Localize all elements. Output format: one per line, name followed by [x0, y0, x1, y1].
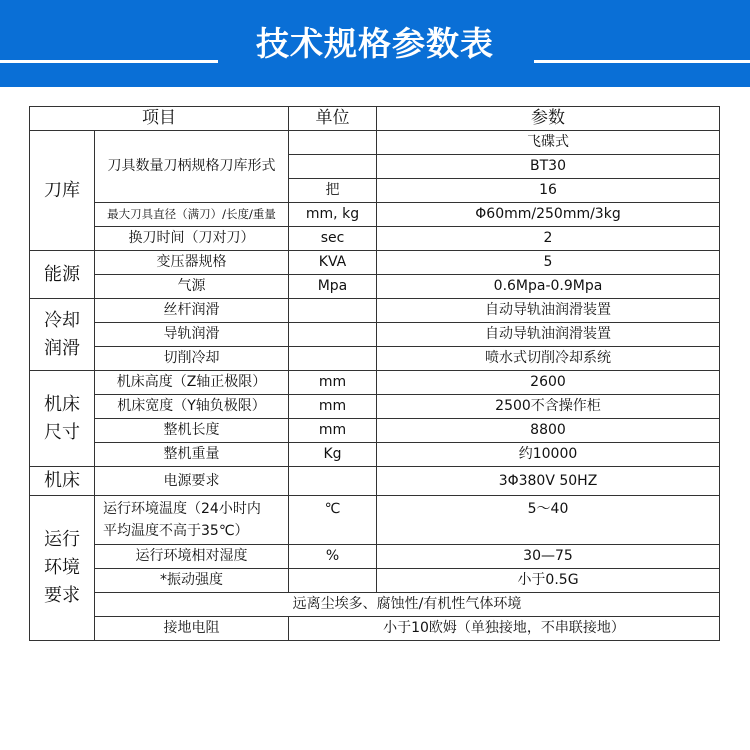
header-unit: 单位	[289, 107, 377, 131]
item-cell: 气源	[95, 275, 289, 299]
unit-cell: sec	[289, 227, 377, 251]
table-header-row	[30, 107, 720, 131]
item-cell: 变压器规格	[95, 251, 289, 275]
table-row	[30, 443, 720, 467]
value-cell: 5	[377, 251, 720, 275]
unit-cell	[289, 155, 377, 179]
table-row	[30, 371, 720, 395]
unit-cell	[289, 131, 377, 155]
item-cell: 刀具数量刀柄规格刀库形式	[95, 131, 289, 203]
category-cooling	[30, 299, 95, 371]
unit-cell: KVA	[289, 251, 377, 275]
value-cell: 0.6Mpa-0.9Mpa	[377, 275, 720, 299]
item-cell: 导轨润滑	[95, 323, 289, 347]
unit-cell: Mpa	[289, 275, 377, 299]
value-cell: Φ60mm/250mm/3kg	[377, 203, 720, 227]
value-cell: 自动导轨油润滑装置	[377, 299, 720, 323]
item-cell: 最大刀具直径（满刀）/长度/重量	[95, 203, 289, 227]
unit-cell: 把	[289, 179, 377, 203]
table-row	[30, 203, 720, 227]
unit-cell: mm	[289, 395, 377, 419]
header-item: 项目	[30, 107, 289, 131]
item-cell-temperature	[95, 496, 289, 545]
category-environment-line3: 要求	[44, 585, 80, 606]
unit-cell	[289, 467, 377, 496]
unit-cell	[289, 347, 377, 371]
item-cell: *振动强度	[95, 569, 289, 593]
value-cell: BT30	[377, 155, 720, 179]
value-cell: 喷水式切削冷却系统	[377, 347, 720, 371]
unit-cell: mm, kg	[289, 203, 377, 227]
page-title: 技术规格参数表	[256, 24, 494, 63]
unit-cell	[289, 323, 377, 347]
unit-cell	[289, 299, 377, 323]
table-row	[30, 545, 720, 569]
item-cell: 运行环境相对湿度	[95, 545, 289, 569]
table-row	[30, 467, 720, 496]
unit-cell: Kg	[289, 443, 377, 467]
table-row	[30, 299, 720, 323]
value-cell: 小于10欧姆（单独接地，不串联接地）	[289, 617, 720, 641]
header-value: 参数	[377, 107, 720, 131]
category-dimensions-line1: 机床	[44, 393, 80, 415]
table-row	[30, 593, 720, 617]
category-environment-line1: 运行	[44, 529, 80, 550]
category-environment	[30, 496, 95, 641]
unit-cell: ℃	[289, 496, 377, 545]
table-row	[30, 131, 720, 155]
value-cell: 3Φ380V 50HZ	[377, 467, 720, 496]
category-machine: 机床	[30, 467, 95, 496]
item-cell: 整机重量	[95, 443, 289, 467]
table-row	[30, 419, 720, 443]
table-row	[30, 227, 720, 251]
item-cell: 整机长度	[95, 419, 289, 443]
value-cell: 5～40	[377, 496, 720, 545]
item-cell: 电源要求	[95, 467, 289, 496]
item-cell: 机床高度（Z轴正极限）	[95, 371, 289, 395]
value-cell: 小于0.5G	[377, 569, 720, 593]
table-row	[30, 569, 720, 593]
category-dimensions-line2: 尺寸	[44, 421, 80, 443]
category-tool-magazine: 刀库	[30, 131, 95, 251]
table-row	[30, 251, 720, 275]
unit-cell: %	[289, 545, 377, 569]
item-cell: 丝杆润滑	[95, 299, 289, 323]
value-cell: 2600	[377, 371, 720, 395]
item-temperature-line1: 运行环境温度（24小时内	[103, 501, 261, 517]
value-cell: 飞碟式	[377, 131, 720, 155]
value-cell: 自动导轨油润滑装置	[377, 323, 720, 347]
spec-table	[29, 106, 720, 641]
item-cell: 切削冷却	[95, 347, 289, 371]
category-cooling-line1: 冷却	[44, 309, 80, 331]
merged-cell: 远离尘埃多、腐蚀性/有机性气体环境	[95, 593, 720, 617]
item-cell: 接地电阻	[95, 617, 289, 641]
item-cell: 机床宽度（Y轴负极限）	[95, 395, 289, 419]
table-row	[30, 275, 720, 299]
category-energy: 能源	[30, 251, 95, 299]
category-dimensions	[30, 371, 95, 467]
table-row	[30, 347, 720, 371]
value-cell: 约10000	[377, 443, 720, 467]
value-cell: 2	[377, 227, 720, 251]
value-cell: 30—75	[377, 545, 720, 569]
item-temperature-line2: 平均温度不高于35℃）	[103, 523, 249, 539]
category-environment-line2: 环境	[44, 557, 80, 578]
value-cell: 16	[377, 179, 720, 203]
unit-cell: mm	[289, 371, 377, 395]
table-row	[30, 395, 720, 419]
unit-cell: mm	[289, 419, 377, 443]
table-row	[30, 496, 720, 545]
unit-cell	[289, 569, 377, 593]
table-row	[30, 617, 720, 641]
table-row	[30, 323, 720, 347]
value-cell: 2500不含操作柜	[377, 395, 720, 419]
category-cooling-line2: 润滑	[44, 337, 80, 359]
value-cell: 8800	[377, 419, 720, 443]
item-cell: 换刀时间（刀对刀）	[95, 227, 289, 251]
